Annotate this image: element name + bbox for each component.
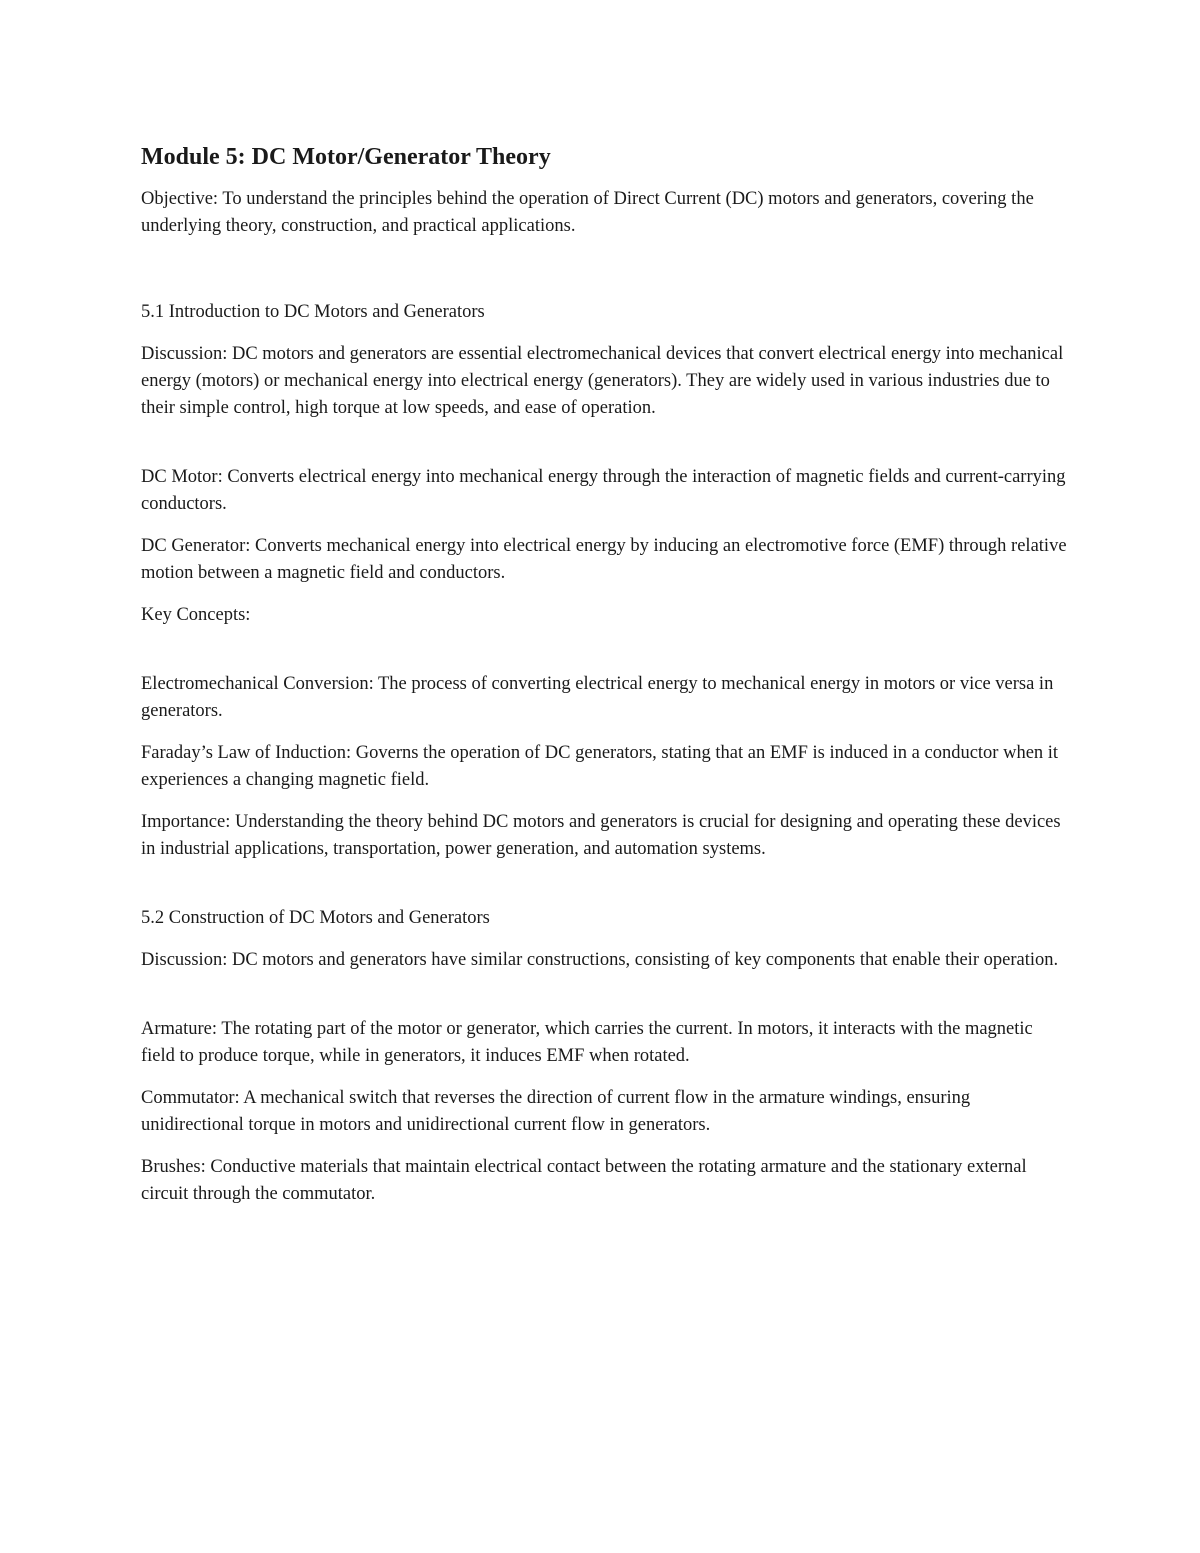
brushes-paragraph: Brushes: Conductive materials that maintain electrical contact between the rotating armature and the stationary external circuit through the commutator. <box>141 1157 1027 1204</box>
faraday-law-paragraph: Faraday’s Law of Induction: Governs the operation of DC generators, stating that an EMF is induced in a conductor when it experiences a changing magnetic field. <box>141 743 1059 790</box>
importance-paragraph: Importance: Understanding the theory behind DC motors and generators is crucial for designing and operating these devices in industrial applications, transportation, power generation, and automation systems. <box>141 812 1061 859</box>
dc-generator-paragraph: DC Generator: Converts mechanical energy into electrical energy by inducing an electromotive force (EMF) through relative motion between a magnetic field and conductors. <box>141 536 1067 583</box>
section-5-2-discussion: Discussion: DC motors and generators have similar constructions, consisting of key components that enable their operation. <box>141 950 1059 970</box>
section-5-2-heading: 5.2 Construction of DC Motors and Generators <box>141 908 490 928</box>
section-5-1-heading: 5.1 Introduction to DC Motors and Generators <box>141 302 485 322</box>
key-concepts-label: Key Concepts: <box>141 605 251 625</box>
document-title: Module 5: DC Motor/Generator Theory <box>141 144 551 170</box>
objective-paragraph: Objective: To understand the principles behind the operation of Direct Current (DC) motors and generators, covering the underlying theory, construction, and practical applications. <box>141 189 1034 236</box>
electromechanical-conversion-paragraph: Electromechanical Conversion: The process of converting electrical energy to mechanical energy in motors or vice versa in generators. <box>141 674 1054 721</box>
armature-paragraph: Armature: The rotating part of the motor or generator, which carries the current. In motors, it interacts with the magnetic field to produce torque, while in generators, it induces EMF when rotated. <box>141 1019 1033 1066</box>
document-body <box>141 140 1071 1208</box>
commutator-paragraph: Commutator: A mechanical switch that reverses the direction of current flow in the armature windings, ensuring unidirectional torque in motors and unidirectional current flow in generators. <box>141 1088 971 1135</box>
dc-motor-paragraph: DC Motor: Converts electrical energy into mechanical energy through the interaction of magnetic fields and current-carrying conductors. <box>141 467 1066 514</box>
section-5-1-discussion: Discussion: DC motors and generators are essential electromechanical devices that convert electrical energy into mechanical energy (motors) or mechanical energy into electrical energy (generators). They are widely used in various industries due to their simple control, high torque at low speeds, and ease of operation. <box>141 344 1064 418</box>
